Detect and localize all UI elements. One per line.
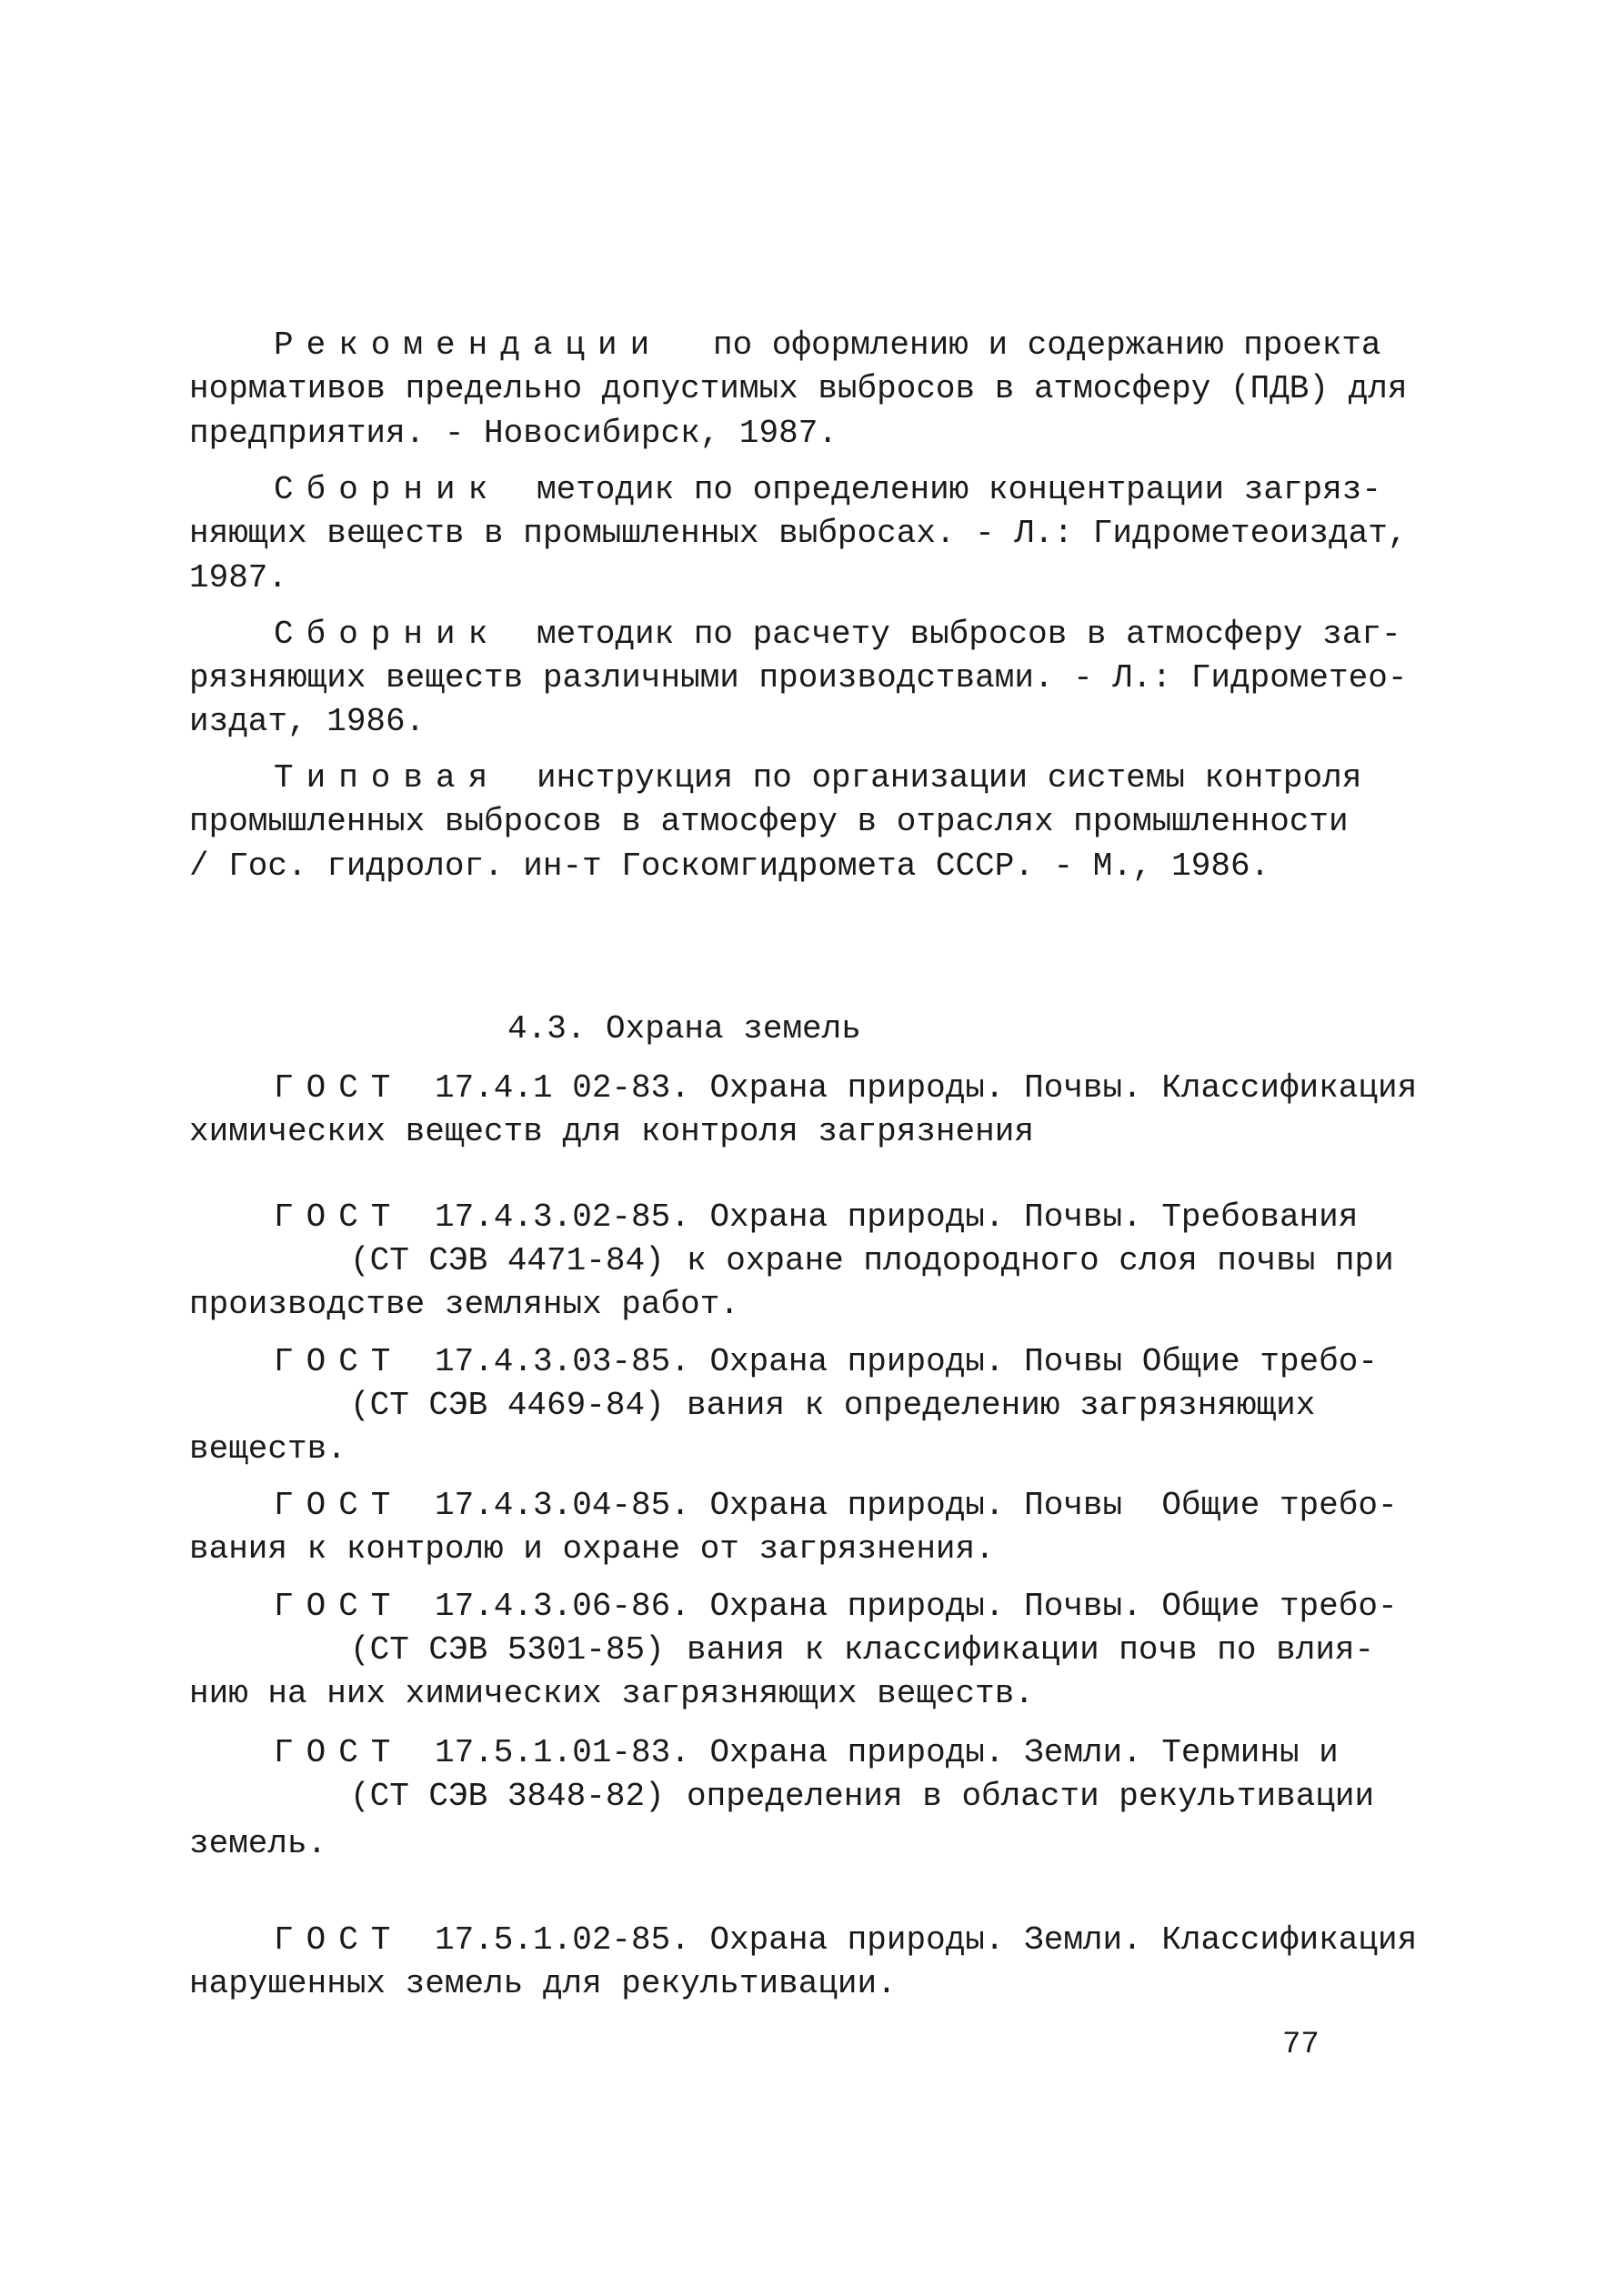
gost-2-sev: (СТ СЭВ 4471-84) — [350, 1242, 665, 1279]
ref-2-line-3: 1987. — [189, 559, 288, 597]
ref-4-lead: Типовая — [274, 759, 501, 797]
ref-3-lead: Сборник — [274, 616, 501, 653]
gost-1-lead: ГОСТ — [274, 1069, 404, 1107]
gost-5-line-1: 17.4.3.06-86. Охрана природы. Почвы. Общие требо- — [435, 1588, 1398, 1625]
gost-6-line-1: 17.5.1.01-83. Охрана природы. Земли. Термины и — [435, 1734, 1339, 1771]
page-number: 77 — [1282, 2028, 1320, 2062]
ref-2-lead: Сборник — [274, 471, 501, 508]
gost-6-lead: ГОСТ — [274, 1734, 404, 1771]
ref-3-line-3: издат, 1986. — [189, 703, 426, 740]
gost-3-line-3: веществ. — [189, 1430, 346, 1468]
gost-5-line-3: нию на них химических загрязняющих веществ. — [189, 1675, 1034, 1712]
gost-2-line-3: производстве земляных работ. — [189, 1286, 739, 1323]
gost-5-line-2: вания к классификации почв по влия- — [687, 1631, 1375, 1669]
gost-6-line-2: определения в области рекультивации — [687, 1778, 1375, 1815]
ref-1-line-1: по оформлению и содержанию проекта — [713, 326, 1381, 364]
gost-2-line-1: 17.4.3.02-85. Охрана природы. Почвы. Требования — [435, 1198, 1359, 1236]
ref-4-line-1: инструкция по организации системы контроля — [537, 759, 1362, 797]
gost-4-line-1: 17.4.3.04-85. Охрана природы. Почвы Общие требо- — [435, 1487, 1398, 1524]
gost-2-line-2: к охране плодородного слоя почвы при — [687, 1242, 1394, 1279]
gost-7-line-2: нарушенных земель для рекультивации. — [189, 1965, 897, 2002]
ref-2-line-1: методик по определению концентрации загряз- — [537, 471, 1381, 508]
gost-1-line-2: химических веществ для контроля загрязнения — [189, 1113, 1034, 1150]
gost-5-lead: ГОСТ — [274, 1588, 404, 1625]
gost-7-line-1: 17.5.1.02-85. Охрана природы. Земли. Классификация — [435, 1921, 1418, 1959]
gost-4-line-2: вания к контролю и охране от загрязнения. — [189, 1530, 995, 1568]
gost-5-sev: (СТ СЭВ 5301-85) — [350, 1631, 665, 1669]
ref-1-line-3: предприятия. - Новосибирск, 1987. — [189, 415, 838, 452]
gost-3-line-2: вания к определению загрязняющих — [687, 1387, 1316, 1424]
gost-1-line-1: 17.4.1 02-83. Охрана природы. Почвы. Классификация — [435, 1069, 1418, 1107]
ref-1-lead: Рекомендации — [274, 326, 663, 364]
section-title: 4.3. Охрана земель — [507, 1010, 861, 1048]
gost-3-line-1: 17.4.3.03-85. Охрана природы. Почвы Общие требо- — [435, 1343, 1378, 1380]
ref-3-line-1: методик по расчету выбросов в атмосферу заг- — [537, 616, 1401, 653]
gost-7-lead: ГОСТ — [274, 1921, 404, 1959]
gost-6-sev: (СТ СЭВ 3848-82) — [350, 1778, 665, 1815]
gost-3-sev: (СТ СЭВ 4469-84) — [350, 1387, 665, 1424]
ref-3-line-2: рязняющих веществ различными производствами. - Л.: Гидрометео- — [189, 659, 1408, 697]
gost-3-lead: ГОСТ — [274, 1343, 404, 1380]
ref-4-line-2: промышленных выбросов в атмосферу в отраслях промышленности — [189, 803, 1349, 840]
ref-4-line-3: / Гос. гидролог. ин-т Госкомгидромета СССР. - М., 1986. — [189, 847, 1270, 885]
gost-2-lead: ГОСТ — [274, 1198, 404, 1236]
ref-2-line-2: няющих веществ в промышленных выбросах. - Л.: Гидрометеоиздат, — [189, 515, 1408, 552]
ref-1-line-2: нормативов предельно допустимых выбросов в атмосферу (ПДВ) для — [189, 370, 1408, 407]
gost-4-lead: ГОСТ — [274, 1487, 404, 1524]
gost-6-line-3: земель. — [189, 1825, 327, 1862]
